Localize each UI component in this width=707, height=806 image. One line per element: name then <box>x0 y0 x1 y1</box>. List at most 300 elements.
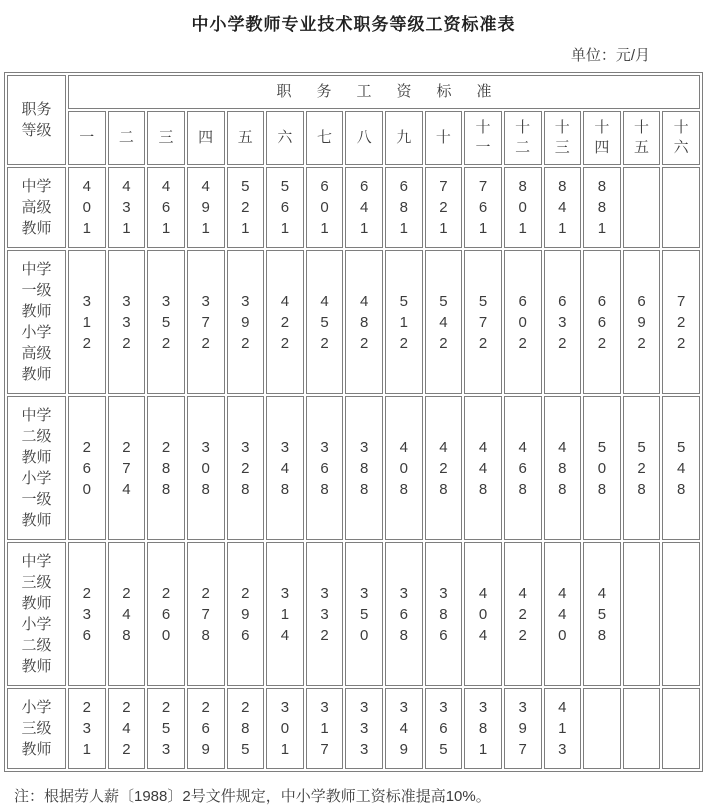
row-label-line: 中学 <box>21 261 52 278</box>
salary-digit: 1 <box>320 720 329 737</box>
salary-digit: 0 <box>161 626 171 644</box>
salary-digit: 2 <box>122 438 131 456</box>
salary-digit: 3 <box>360 699 369 716</box>
salary-digit: 1 <box>280 220 290 237</box>
salary-digit: 1 <box>360 220 369 237</box>
salary-digit: 4 <box>122 178 131 195</box>
salary-value-cell <box>385 688 423 769</box>
salary-digit: 8 <box>360 459 369 477</box>
grade-header-char: 十 <box>634 119 650 136</box>
salary-digit: 5 <box>241 741 250 758</box>
salary-value-cell <box>227 542 265 686</box>
salary-digit: 5 <box>161 720 171 737</box>
salary-value-cell <box>68 396 106 540</box>
salary-digit: 0 <box>597 459 607 477</box>
salary-value-cell <box>504 167 542 248</box>
salary-digit: 6 <box>478 199 488 216</box>
salary-value-cell <box>345 542 383 686</box>
salary-value-cell <box>662 396 700 540</box>
salary-digit: 9 <box>201 741 210 758</box>
salary-digit: 4 <box>399 438 408 456</box>
salary-digit: 6 <box>161 199 171 216</box>
salary-digit: 9 <box>518 720 527 737</box>
salary-digit: 8 <box>597 178 607 195</box>
row-label-line: 教师 <box>21 595 52 612</box>
empty-cell <box>662 167 700 248</box>
salary-digit: 2 <box>637 334 646 352</box>
row-label-line: 教师 <box>21 741 52 758</box>
row-label-line: 中学 <box>21 553 52 570</box>
salary-value-cell <box>227 250 265 394</box>
salary-digit: 2 <box>597 334 607 352</box>
salary-digit: 8 <box>399 480 408 498</box>
grade-header-char: 八 <box>356 129 372 146</box>
salary-digit: 2 <box>201 334 210 352</box>
salary-digit: 7 <box>677 292 686 310</box>
row-label-line: 一级 <box>21 491 52 508</box>
salary-digit: 2 <box>201 584 210 602</box>
salary-value-cell <box>464 688 502 769</box>
salary-digit: 4 <box>280 292 290 310</box>
salary-value-cell <box>583 542 621 686</box>
salary-digit: 3 <box>201 438 210 456</box>
salary-digit: 6 <box>360 178 369 195</box>
grade-header-char: 十 <box>554 119 570 136</box>
salary-value-cell <box>227 167 265 248</box>
row-label-line: 教师 <box>21 449 52 466</box>
salary-digit: 2 <box>201 699 210 716</box>
row-label-cell <box>7 167 66 248</box>
salary-digit: 6 <box>280 199 290 216</box>
salary-value-cell <box>425 250 463 394</box>
salary-value-cell <box>662 250 700 394</box>
salary-digit: 8 <box>201 480 210 498</box>
salary-digit: 4 <box>280 626 290 644</box>
salary-digit: 5 <box>597 605 607 623</box>
salary-digit: 8 <box>518 480 527 498</box>
salary-digit: 7 <box>478 178 488 195</box>
salary-digit: 6 <box>518 459 527 477</box>
grade-header-char: 十 <box>435 129 451 146</box>
salary-digit: 4 <box>478 584 488 602</box>
row-label-line: 二级 <box>21 428 52 445</box>
salary-value-cell <box>147 250 185 394</box>
salary-table-body <box>7 75 700 769</box>
salary-digit: 6 <box>241 626 250 644</box>
salary-value-cell <box>306 250 344 394</box>
salary-value-cell <box>306 688 344 769</box>
salary-digit: 4 <box>320 292 329 310</box>
salary-digit: 0 <box>280 720 290 737</box>
salary-value-cell <box>266 250 304 394</box>
salary-value-cell <box>385 542 423 686</box>
grade-header-cell-1 <box>68 111 106 165</box>
salary-digit: 8 <box>518 178 527 195</box>
salary-value-cell <box>187 167 225 248</box>
grade-header-cell-7 <box>306 111 344 165</box>
salary-value-cell <box>385 396 423 540</box>
empty-cell <box>662 688 700 769</box>
salary-digit: 8 <box>360 313 369 331</box>
salary-digit: 0 <box>518 199 527 216</box>
unit-label: 单位：元/月 <box>570 47 650 64</box>
salary-digit: 6 <box>82 626 91 644</box>
grade-header-cell-15 <box>623 111 661 165</box>
salary-digit: 2 <box>241 459 250 477</box>
salary-digit: 3 <box>241 292 250 310</box>
salary-digit: 8 <box>478 720 488 737</box>
salary-digit: 3 <box>439 584 448 602</box>
salary-value-cell <box>623 250 661 394</box>
salary-digit: 2 <box>82 438 91 456</box>
salary-value-cell <box>108 396 146 540</box>
salary-digit: 3 <box>439 699 448 716</box>
salary-value-cell <box>425 396 463 540</box>
salary-digit: 4 <box>478 459 488 477</box>
salary-digit: 6 <box>399 178 408 195</box>
salary-value-cell <box>147 688 185 769</box>
salary-digit: 9 <box>201 199 210 216</box>
row-label-line: 一级 <box>21 282 52 299</box>
grade-header-char: 二 <box>515 139 531 156</box>
grade-header-cell-12 <box>504 111 542 165</box>
row-label-cell <box>7 396 66 540</box>
salary-digit: 2 <box>478 334 488 352</box>
salary-digit: 0 <box>478 605 488 623</box>
salary-value-cell <box>266 167 304 248</box>
salary-digit: 3 <box>280 438 290 456</box>
salary-digit: 5 <box>439 741 448 758</box>
salary-digit: 2 <box>122 584 131 602</box>
salary-digit: 2 <box>82 584 91 602</box>
grade-header-cell-4 <box>187 111 225 165</box>
salary-value-cell <box>504 396 542 540</box>
salary-digit: 2 <box>518 605 527 623</box>
salary-digit: 3 <box>518 699 527 716</box>
header-row-group <box>7 75 700 109</box>
salary-value-cell <box>583 250 621 394</box>
salary-row <box>7 250 700 394</box>
salary-value-cell <box>544 167 582 248</box>
salary-digit: 2 <box>241 699 250 716</box>
salary-digit: 3 <box>161 741 171 758</box>
salary-value-cell <box>425 688 463 769</box>
page <box>0 10 707 806</box>
salary-digit: 4 <box>439 313 448 331</box>
salary-digit: 5 <box>320 313 329 331</box>
salary-digit: 2 <box>241 199 250 216</box>
row-label-cell <box>7 688 66 769</box>
salary-digit: 1 <box>320 220 329 237</box>
salary-digit: 8 <box>241 480 250 498</box>
salary-value-cell <box>504 688 542 769</box>
salary-digit: 2 <box>399 334 408 352</box>
row-label-line: 教师 <box>21 220 52 237</box>
salary-digit: 4 <box>399 720 408 737</box>
salary-digit: 3 <box>122 313 131 331</box>
grade-header-char: 二 <box>118 129 134 146</box>
salary-value-cell <box>504 250 542 394</box>
salary-digit: 5 <box>360 605 369 623</box>
salary-digit: 3 <box>201 292 210 310</box>
salary-digit: 7 <box>201 605 210 623</box>
salary-digit: 3 <box>478 699 488 716</box>
salary-digit: 7 <box>478 313 488 331</box>
salary-digit: 7 <box>439 178 448 195</box>
salary-digit: 4 <box>360 199 369 216</box>
grade-header-char: 五 <box>237 129 253 146</box>
salary-digit: 8 <box>201 626 210 644</box>
row-label-line: 教师 <box>21 512 52 529</box>
grade-header-char: 七 <box>317 129 333 146</box>
grade-header-cell-16 <box>662 111 700 165</box>
grade-header-char: 五 <box>634 139 650 156</box>
salary-digit: 8 <box>597 626 607 644</box>
salary-digit: 6 <box>201 720 210 737</box>
grade-header-cell-11 <box>464 111 502 165</box>
salary-digit: 4 <box>82 178 91 195</box>
salary-value-cell <box>68 688 106 769</box>
salary-digit: 3 <box>82 292 91 310</box>
salary-digit: 1 <box>82 220 91 237</box>
salary-digit: 8 <box>439 605 448 623</box>
salary-digit: 4 <box>558 584 567 602</box>
salary-digit: 6 <box>320 459 329 477</box>
salary-digit: 2 <box>360 334 369 352</box>
corner-header-line: 职务 <box>21 101 52 118</box>
salary-value-cell <box>306 396 344 540</box>
salary-digit: 3 <box>122 292 131 310</box>
salary-value-cell <box>187 396 225 540</box>
salary-digit: 7 <box>518 741 527 758</box>
salary-digit: 8 <box>677 480 686 498</box>
group-header-cell: 职务工资标准 <box>68 75 700 109</box>
row-label-line: 小学 <box>21 324 52 341</box>
salary-digit: 8 <box>558 480 567 498</box>
salary-row <box>7 396 700 540</box>
salary-digit: 4 <box>518 438 527 456</box>
salary-digit: 3 <box>320 699 329 716</box>
salary-digit: 2 <box>122 334 131 352</box>
empty-cell <box>583 688 621 769</box>
salary-value-cell <box>266 542 304 686</box>
grade-header-cell-8 <box>345 111 383 165</box>
salary-value-cell <box>425 542 463 686</box>
salary-digit: 3 <box>360 720 369 737</box>
row-label-line: 二级 <box>21 637 52 654</box>
salary-digit: 3 <box>280 699 290 716</box>
grade-header-char: 九 <box>396 129 412 146</box>
salary-digit: 1 <box>280 741 290 758</box>
salary-digit: 8 <box>439 480 448 498</box>
salary-value-cell <box>385 250 423 394</box>
salary-digit: 3 <box>241 438 250 456</box>
salary-digit: 3 <box>161 292 171 310</box>
salary-digit: 2 <box>677 334 686 352</box>
salary-digit: 2 <box>241 584 250 602</box>
salary-value-cell <box>544 396 582 540</box>
page-title: 中小学教师专业技术职务等级工资标准表 <box>191 15 516 34</box>
salary-digit: 4 <box>558 605 567 623</box>
salary-digit: 1 <box>241 220 250 237</box>
salary-value-cell <box>464 396 502 540</box>
grade-header-char: 四 <box>198 129 214 146</box>
salary-digit: 4 <box>439 438 448 456</box>
salary-digit: 9 <box>637 313 646 331</box>
salary-digit: 4 <box>478 626 488 644</box>
salary-digit: 3 <box>320 605 329 623</box>
salary-digit: 8 <box>161 459 171 477</box>
salary-digit: 5 <box>677 438 686 456</box>
salary-digit: 2 <box>320 334 329 352</box>
grade-header-char: 六 <box>673 139 689 156</box>
grade-header-char: 十 <box>594 119 610 136</box>
salary-value-cell <box>266 688 304 769</box>
footnote: 注：根据劳人薪〔1988〕2号文件规定，中小学教师工资标准提高10%。 <box>14 788 491 805</box>
salary-digit: 6 <box>558 292 567 310</box>
salary-value-cell <box>108 688 146 769</box>
salary-digit: 1 <box>597 220 607 237</box>
salary-digit: 0 <box>399 459 408 477</box>
salary-digit: 3 <box>558 313 567 331</box>
salary-digit: 5 <box>280 178 290 195</box>
grade-header-cell-2 <box>108 111 146 165</box>
salary-digit: 4 <box>677 459 686 477</box>
grade-header-char: 三 <box>554 139 570 156</box>
salary-digit: 2 <box>161 334 171 352</box>
salary-digit: 6 <box>161 605 171 623</box>
salary-digit: 2 <box>320 626 329 644</box>
row-label-cell <box>7 542 66 686</box>
salary-digit: 2 <box>161 438 171 456</box>
salary-digit: 8 <box>280 480 290 498</box>
grade-header-char: 六 <box>277 129 293 146</box>
salary-digit: 3 <box>82 605 91 623</box>
row-label-cell <box>7 250 66 394</box>
salary-digit: 3 <box>399 699 408 716</box>
salary-digit: 6 <box>399 605 408 623</box>
salary-digit: 4 <box>360 292 369 310</box>
salary-digit: 6 <box>637 292 646 310</box>
salary-digit: 4 <box>201 178 210 195</box>
salary-digit: 1 <box>201 220 210 237</box>
salary-digit: 0 <box>82 480 91 498</box>
grade-header-cell-3 <box>147 111 185 165</box>
row-label-line: 高级 <box>21 199 52 216</box>
salary-digit: 1 <box>478 220 488 237</box>
header-row-grades <box>7 111 700 165</box>
salary-digit: 0 <box>201 459 210 477</box>
salary-digit: 4 <box>280 459 290 477</box>
salary-value-cell <box>544 250 582 394</box>
salary-digit: 1 <box>558 720 567 737</box>
salary-digit: 2 <box>82 334 91 352</box>
salary-digit: 6 <box>439 720 448 737</box>
salary-digit: 1 <box>399 313 408 331</box>
salary-digit: 4 <box>558 438 567 456</box>
salary-value-cell <box>227 396 265 540</box>
salary-digit: 2 <box>518 334 527 352</box>
row-label-line: 小学 <box>21 699 52 716</box>
salary-digit: 6 <box>320 178 329 195</box>
row-label-line: 小学 <box>21 616 52 633</box>
salary-digit: 6 <box>597 292 607 310</box>
empty-cell <box>662 542 700 686</box>
salary-table <box>4 72 703 772</box>
salary-digit: 2 <box>241 334 250 352</box>
salary-digit: 3 <box>360 438 369 456</box>
salary-digit: 8 <box>597 199 607 216</box>
salary-digit: 2 <box>439 334 448 352</box>
salary-value-cell <box>464 167 502 248</box>
salary-digit: 1 <box>82 313 91 331</box>
salary-digit: 3 <box>82 720 91 737</box>
salary-digit: 8 <box>558 178 567 195</box>
salary-value-cell <box>544 542 582 686</box>
salary-digit: 8 <box>399 626 408 644</box>
row-label-line: 中学 <box>21 178 52 195</box>
corner-header-cell <box>7 75 66 165</box>
grade-header-char: 十 <box>515 119 531 136</box>
grade-header-char: 四 <box>594 139 610 156</box>
salary-digit: 8 <box>320 480 329 498</box>
salary-digit: 1 <box>518 220 527 237</box>
grade-header-char: 十 <box>673 119 689 136</box>
salary-digit: 2 <box>82 699 91 716</box>
salary-row <box>7 688 700 769</box>
salary-digit: 5 <box>637 438 646 456</box>
salary-digit: 2 <box>280 334 290 352</box>
salary-value-cell <box>345 250 383 394</box>
salary-digit: 5 <box>161 313 171 331</box>
salary-value-cell <box>504 542 542 686</box>
salary-digit: 2 <box>122 741 131 758</box>
salary-value-cell <box>68 542 106 686</box>
salary-digit: 3 <box>320 438 329 456</box>
salary-value-cell <box>227 688 265 769</box>
salary-digit: 1 <box>280 605 290 623</box>
salary-digit: 5 <box>478 292 488 310</box>
salary-digit: 2 <box>161 584 171 602</box>
salary-digit: 9 <box>241 605 250 623</box>
salary-digit: 5 <box>399 292 408 310</box>
salary-digit: 0 <box>558 626 567 644</box>
salary-value-cell <box>623 396 661 540</box>
row-label-line: 小学 <box>21 470 52 487</box>
row-label-line: 三级 <box>21 720 52 737</box>
salary-digit: 2 <box>518 626 527 644</box>
salary-digit: 8 <box>637 480 646 498</box>
salary-digit: 0 <box>320 199 329 216</box>
salary-digit: 1 <box>478 741 488 758</box>
empty-cell <box>623 542 661 686</box>
salary-value-cell <box>108 250 146 394</box>
salary-value-cell <box>464 542 502 686</box>
salary-digit: 8 <box>399 199 408 216</box>
grade-header-cell-10 <box>425 111 463 165</box>
salary-digit: 3 <box>558 741 567 758</box>
salary-digit: 3 <box>360 741 369 758</box>
salary-value-cell <box>147 542 185 686</box>
grade-header-cell-6 <box>266 111 304 165</box>
salary-row <box>7 542 700 686</box>
salary-value-cell <box>187 542 225 686</box>
salary-digit: 9 <box>399 741 408 758</box>
empty-cell <box>623 688 661 769</box>
salary-digit: 6 <box>82 459 91 477</box>
salary-value-cell <box>544 688 582 769</box>
corner-header-line: 等级 <box>21 122 52 139</box>
